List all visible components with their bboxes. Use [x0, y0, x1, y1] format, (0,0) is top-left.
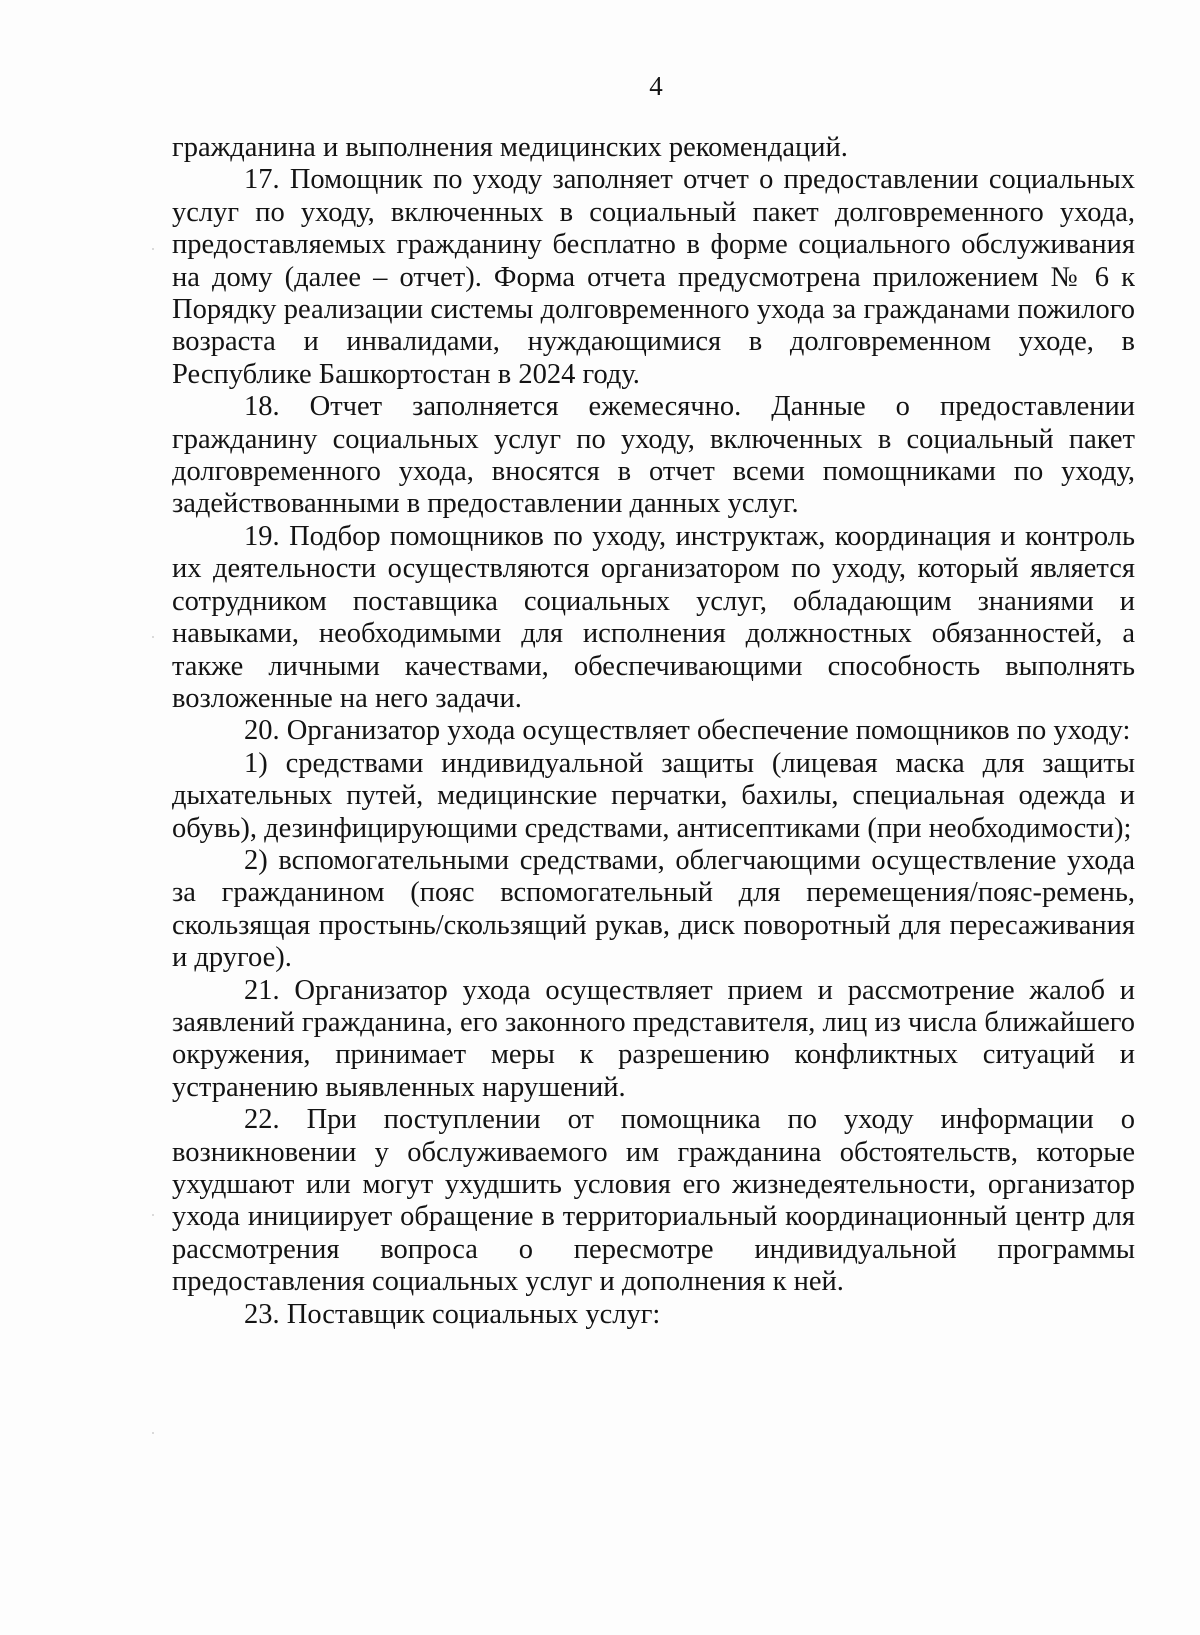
paragraph-18: 18. Отчет заполняется ежемесячно. Данные о предоставлении гражданину социальных услуг по уходу, включенных в социальный пакет долговременного ухода, вносятся в отчет всеми помощниками по уходу, задействованными в предоставлении данных услуг.	[172, 391, 1135, 520]
paragraph-20-item-2: 2) вспомогательными средствами, облегчающими осуществление ухода за гражданином (пояс вспомогательный для перемещения/пояс-ремень, скользящая простынь/скользящий рукав, диск поворотный для пересаживания и другое).	[172, 844, 1135, 974]
paragraph-20: 20. Организатор ухода осуществляет обеспечение помощников по уходу:	[244, 715, 1131, 747]
paragraph-23: 23. Поставщик социальных услуг:	[244, 1298, 661, 1330]
paragraph-21: 21. Организатор ухода осуществляет прием и рассмотрение жалоб и заявлений гражданина, его законного представителя, лиц из числа ближайшего окружения, принимает меры к разрешению конфликтных ситуаций и устранению выявленных нарушений.	[172, 974, 1135, 1103]
scan-speck	[152, 1432, 154, 1434]
document-body	[172, 132, 1135, 1331]
paragraph-22: 22. При поступлении от помощника по уходу информации о возникновении у обслуживаемого им гражданина обстоятельств, которые ухудшают или могут ухудшить условия его жизнедеятельности, организатор ухода инициирует обращение в территориальный координационный центр для рассмотрения вопроса о пересмотре индивидуальной программы предоставления социальных услуг и дополнения к ней.	[172, 1104, 1135, 1298]
paragraph-17: 17. Помощник по уходу заполняет отчет о предоставлении социальных услуг по уходу, включенных в социальный пакет долговременного ухода, предоставляемых гражданину бесплатно в форме социального обслуживания на дому (далее – отчет). Форма отчета предусмотрена приложением № 6 к Порядку реализации системы долговременного ухода за гражданами пожилого возраста и инвалидами, нуждающимися в долговременном уходе, в Республике Башкортостан в 2024 году.	[172, 164, 1135, 390]
scan-speck	[152, 248, 154, 250]
paragraph-19: 19. Подбор помощников по уходу, инструктаж, координация и контроль их деятельности осуществляются организатором по уходу, который является сотрудником поставщика социальных услуг, обладающим знаниями и навыками, необходимыми для исполнения должностных обязанностей, а также личными качествами, обеспечивающими способность выполнять возложенные на него задачи.	[172, 520, 1135, 714]
page-number: 4	[649, 71, 663, 101]
scan-speck	[152, 636, 154, 638]
paragraph-continuation: гражданина и выполнения медицинских рекомендаций.	[172, 132, 848, 163]
scan-speck	[152, 1214, 154, 1216]
paragraph-20-item-1: 1) средствами индивидуальной защиты (лицевая маска для защиты дыхательных путей, медицинские перчатки, бахилы, специальная одежда и обувь), дезинфицирующими средствами, антисептиками (при необходимости);	[172, 747, 1135, 844]
